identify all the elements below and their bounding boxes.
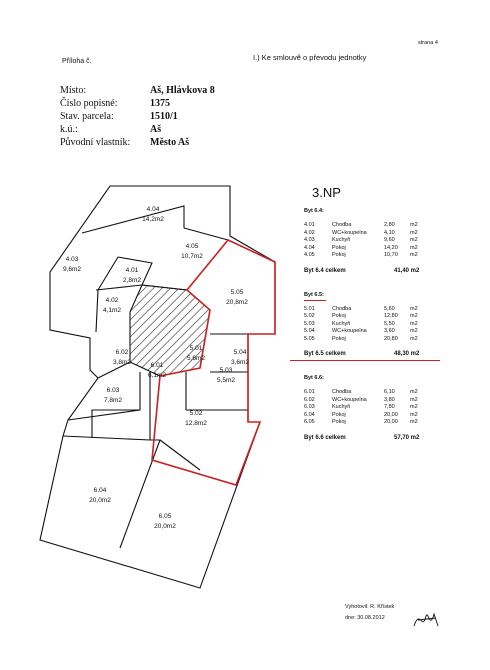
room-area: 20,0m2 — [89, 497, 111, 504]
room-name: Pokoj — [332, 419, 346, 425]
wall — [68, 410, 140, 420]
room-area: 3,60 — [384, 328, 395, 334]
room-name: Kuchyň — [332, 237, 351, 243]
wall — [96, 285, 142, 290]
room-area: 20,00 — [384, 419, 398, 425]
unit-highlight-line — [290, 360, 440, 361]
attachment-label: Příloha č. — [62, 58, 92, 65]
room-unit: m2 — [410, 305, 418, 312]
unit-title: Byt 6.4: — [304, 208, 324, 214]
info-label: Stav. parcela: — [60, 111, 114, 122]
unit-total-label: Byt 6.4 celkem — [304, 267, 346, 274]
info-label: Původní vlastník: — [60, 137, 131, 148]
info-label: k.ú.: — [60, 124, 78, 135]
floor-heading: 3.NP — [312, 185, 341, 200]
room-area: 3,6m2 — [230, 359, 250, 366]
room-no: 6.01 — [150, 362, 164, 369]
room-unit: m2 — [410, 222, 418, 228]
wall — [184, 228, 228, 240]
info-value: Město Aš — [150, 137, 190, 148]
room-number: 4.02 — [304, 229, 315, 236]
room-area: 9,60 — [384, 237, 395, 243]
info-label: Číslo popisné: — [60, 98, 118, 109]
page-number: strana 4 — [418, 40, 438, 46]
room-area: 20,80 — [384, 335, 398, 342]
wall — [96, 257, 118, 332]
room-area: 5,50 — [384, 320, 395, 327]
room-name: WC+koupelna — [332, 229, 367, 236]
room-number: 6.01 — [304, 389, 315, 395]
room-no: 6.02 — [115, 349, 129, 356]
room-name: Chodba — [332, 389, 352, 395]
room-unit: m2 — [410, 411, 418, 418]
room-number: 4.04 — [304, 244, 315, 251]
room-number: 6.05 — [304, 419, 315, 425]
date: dne: 30.08.2012 — [345, 615, 385, 621]
room-name: Pokoj — [332, 335, 346, 342]
room-name: WC+koupelna — [332, 396, 367, 403]
room-area: 10,7m2 — [181, 253, 203, 260]
room-area: 6,10 — [384, 389, 395, 395]
room-unit: m2 — [410, 419, 418, 425]
room-unit: m2 — [410, 237, 418, 243]
unit-title: Byt 6.5: — [304, 291, 324, 298]
room-unit: m2 — [410, 244, 418, 251]
room-area: 12,80 — [384, 313, 398, 319]
room-area: 7,80 — [384, 404, 395, 410]
room-area: 5,60 — [384, 305, 395, 312]
room-unit: m2 — [410, 335, 418, 342]
unit-total-value: 57,70 m2 — [394, 434, 420, 441]
room-no: 4.01 — [125, 267, 139, 274]
room-area: 5,5m2 — [216, 377, 236, 384]
room-area: 4,10 — [384, 229, 395, 236]
room-no: 5.03 — [219, 367, 233, 374]
room-area: 5,6m2 — [186, 355, 206, 362]
room-name: Kuchyň — [332, 404, 351, 410]
room-area: 7,8m2 — [103, 397, 123, 404]
unit-total-value: 41,40 m2 — [394, 267, 420, 274]
document-title: I.) Ke smlouvě o převodu jednotky — [253, 53, 367, 62]
room-name: Pokoj — [332, 313, 346, 319]
unit-title: Byt 6.6: — [304, 375, 324, 381]
room-number: 5.01 — [304, 305, 315, 312]
unit-total-label: Byt 6.6 celkem — [304, 434, 346, 441]
wall — [82, 206, 184, 233]
room-unit: m2 — [410, 404, 418, 410]
room-no: 5.04 — [233, 349, 247, 356]
room-number: 6.02 — [304, 396, 315, 403]
room-area: 20,00 — [384, 411, 398, 418]
room-name: Chodba — [332, 222, 352, 228]
room-area: 20,8m2 — [226, 299, 248, 306]
wall — [120, 440, 160, 548]
room-number: 5.03 — [304, 320, 315, 327]
room-no: 4.05 — [185, 243, 199, 250]
room-number: 5.02 — [304, 313, 315, 319]
room-number: 4.01 — [304, 222, 315, 228]
room-number: 6.04 — [304, 411, 315, 418]
info-value: 1510/1 — [150, 111, 178, 122]
room-unit: m2 — [410, 389, 418, 395]
room-no: 5.05 — [230, 289, 244, 296]
room-area: 2,80 — [384, 222, 395, 228]
room-area: 20,0m2 — [154, 523, 176, 530]
room-no: 6.04 — [93, 487, 107, 494]
room-area: 3,80 — [384, 396, 395, 403]
room-no: 6.03 — [106, 387, 120, 394]
unit-title-underline — [304, 300, 326, 301]
room-area: 2,8m2 — [122, 277, 142, 284]
info-label: Místo: — [60, 85, 87, 96]
room-no: 5.01 — [189, 345, 203, 352]
info-value: Aš — [150, 124, 162, 135]
room-no: 6.05 — [158, 513, 172, 520]
room-unit: m2 — [410, 229, 418, 236]
room-no: 4.02 — [105, 297, 119, 304]
room-area: 9,6m2 — [62, 266, 82, 273]
wall — [63, 436, 150, 440]
unit-total-label: Byt 6.5 celkem — [304, 351, 346, 357]
room-number: 5.05 — [304, 335, 315, 342]
room-area: 4,1m2 — [102, 307, 122, 314]
room-no: 4.03 — [65, 256, 79, 263]
room-unit: m2 — [410, 328, 418, 334]
room-name: Pokoj — [332, 252, 346, 258]
room-no: 5.02 — [189, 410, 203, 417]
info-value: Aš, Hlávkova 8 — [150, 85, 215, 96]
room-name: WC+koupelna — [332, 328, 367, 334]
room-area: 12,8m2 — [185, 420, 207, 427]
room-number: 4.03 — [304, 237, 315, 243]
info-value: 1375 — [150, 98, 170, 109]
room-area: 10,70 — [384, 252, 398, 258]
room-number: 4.05 — [304, 252, 315, 258]
room-unit: m2 — [410, 396, 418, 403]
room-name: Chodba — [332, 305, 352, 312]
wall — [160, 440, 200, 470]
signature — [412, 606, 442, 634]
unit-total-value: 48,30 m2 — [394, 351, 420, 357]
author: Vyhotovil: R. Křístek — [345, 604, 395, 610]
room-area: 14,20 — [384, 244, 398, 251]
room-name: Pokoj — [332, 411, 346, 418]
room-area: 14,2m2 — [142, 216, 164, 223]
room-name: Pokoj — [332, 244, 346, 251]
room-no: 4.04 — [146, 206, 160, 213]
room-area: 6,1m2 — [147, 372, 167, 379]
room-unit: m2 — [410, 252, 418, 258]
wall — [92, 372, 140, 438]
room-number: 5.04 — [304, 328, 315, 334]
room-unit: m2 — [410, 313, 418, 319]
room-name: Kuchyň — [332, 320, 351, 327]
room-number: 6.03 — [304, 404, 315, 410]
room-unit: m2 — [410, 320, 418, 327]
room-area: 3,8m2 — [112, 359, 132, 366]
